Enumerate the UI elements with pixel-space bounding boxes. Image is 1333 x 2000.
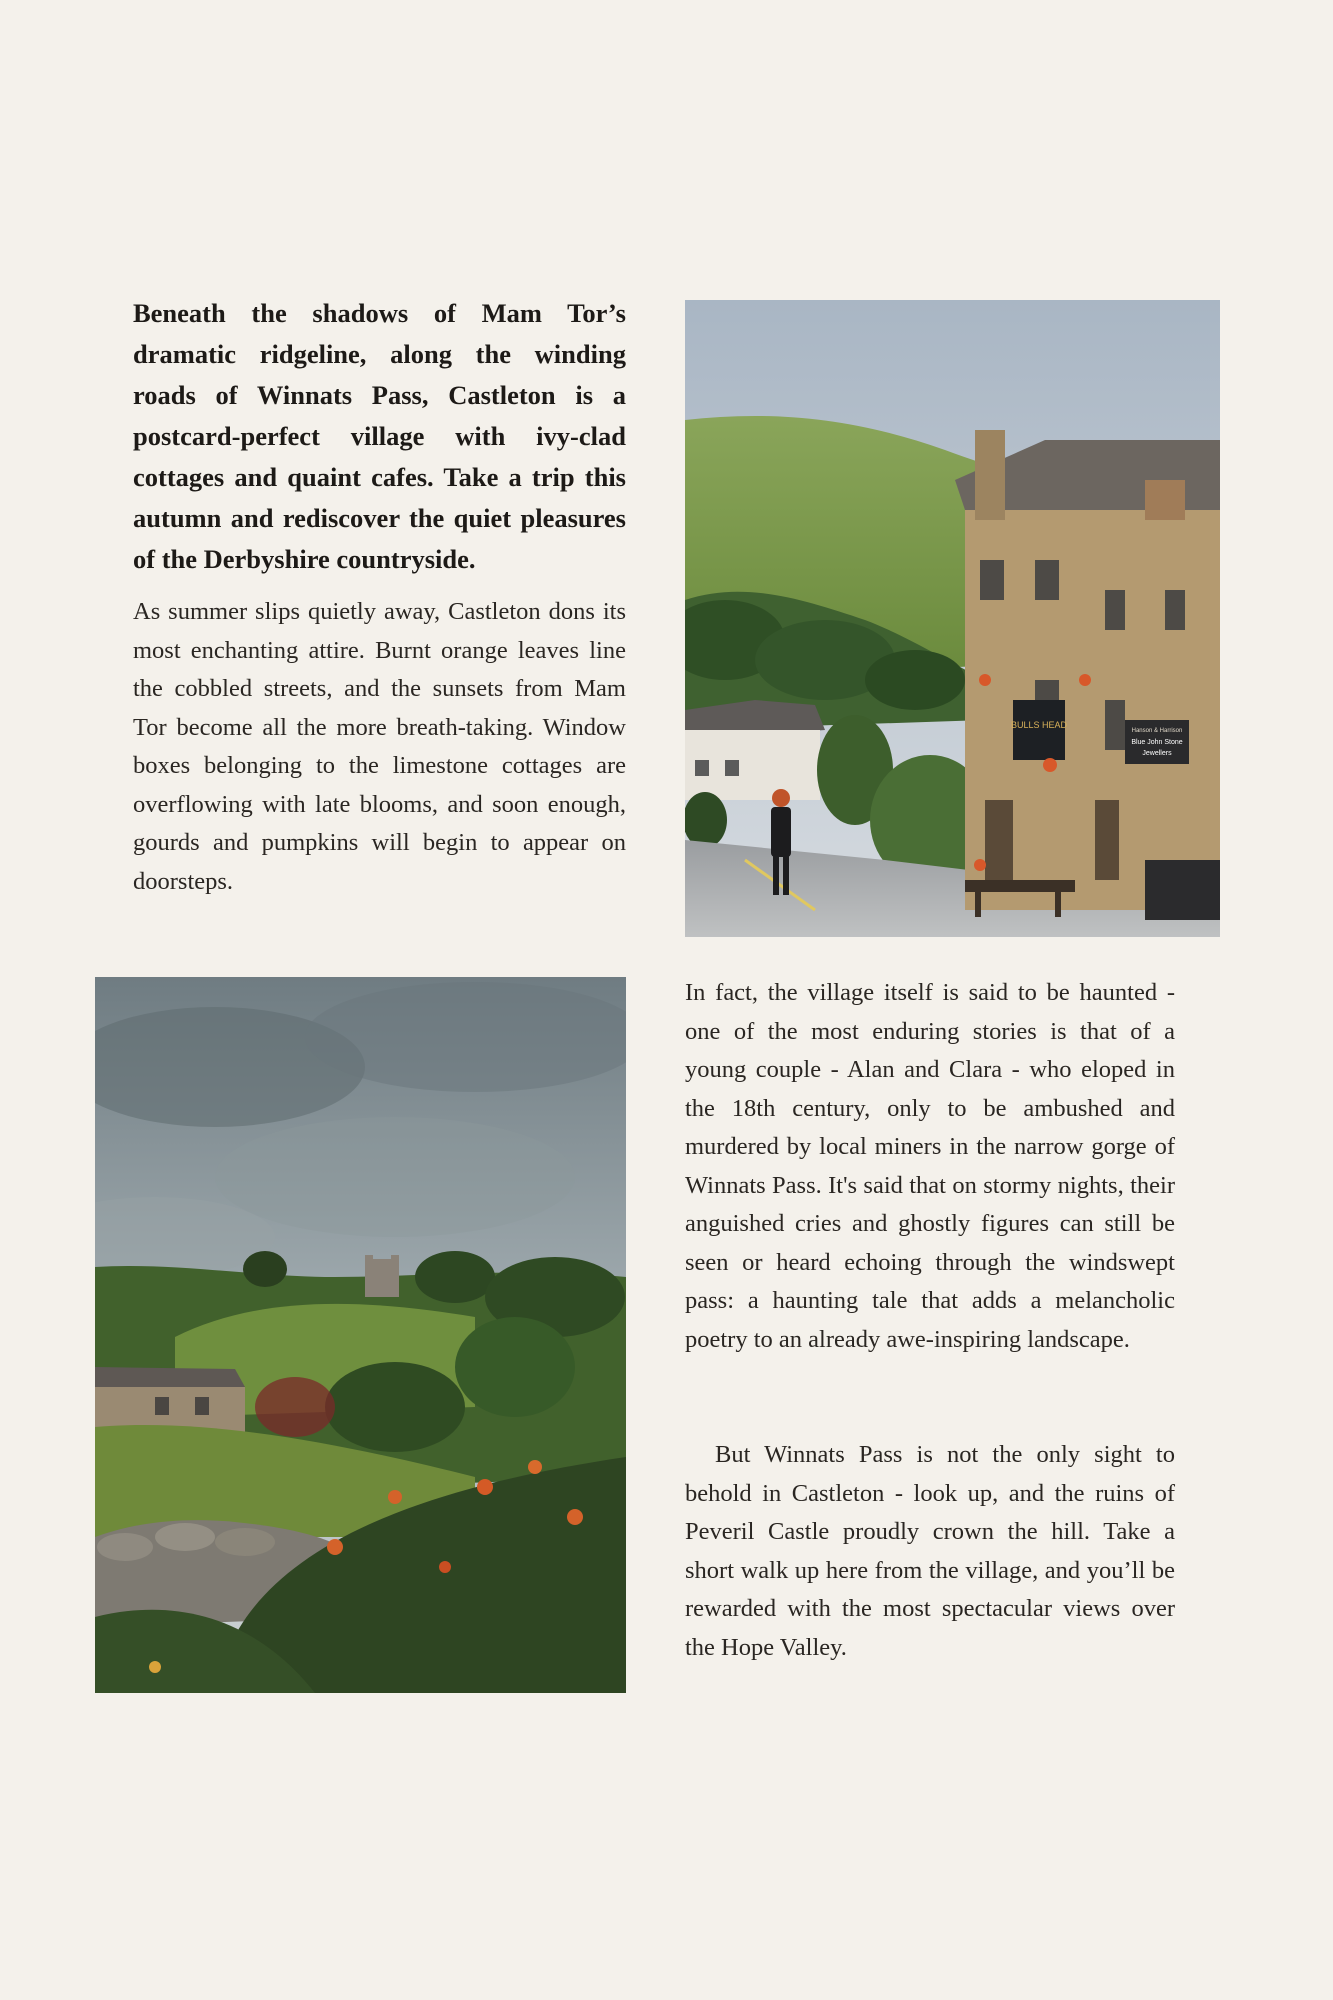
body-paragraph-3: But Winnats Pass is not the only sight to behold in Castleton - look up, and the ruins of Peveril Castle proudly crown the hill. Take a short walk up here from the village, and you’ll be rewarded with the most spectacular views over the Hope Valley. xyxy=(685,1441,1175,1661)
castleton-street-photo xyxy=(685,300,1220,937)
body-paragraph-1: As summer slips quietly away, Castleton dons its most enchanting attire. Burnt orange leaves line the cobbled streets, and the sunsets from Mam Tor become all the more breath-taking. Window boxes belonging to the limestone cottages are overflowing with late blooms, and soon enough, gourds and pumpkins will begin to appear on doorsteps. xyxy=(133,598,626,895)
intro-paragraph: Beneath the shadows of Mam Tor’s dramatic ridgeline, along the winding roads of Winnats Pass, Castleton is a postcard-perfect village with ivy-clad cottages and quaint cafes. Take a trip this autumn and rediscover the quiet pleasures of the Derbyshire countryside. xyxy=(133,298,626,574)
pub-sign-text: BULLS HEAD xyxy=(1010,720,1068,730)
shop-sign-line1: Hanson & Harrison xyxy=(1131,728,1183,734)
shop-sign-line2: Blue John Stone xyxy=(1131,739,1183,746)
shop-sign-line3: Jewellers xyxy=(1142,750,1172,757)
peveril-castle-photo xyxy=(95,977,626,1693)
body-paragraph-2: In fact, the village itself is said to be haunted - one of the most enduring stories is that of a young couple - Alan and Clara - who eloped in the 18th century, only to be ambushed and murdered by local miners in the narrow gorge of Winnats Pass. It's said that on stormy nights, their anguished cries and ghostly figures can still be seen or heard echoing through the windswept pass: a haunting tale that adds a melancholic poetry to an already awe-inspiring landscape. xyxy=(685,979,1175,1353)
